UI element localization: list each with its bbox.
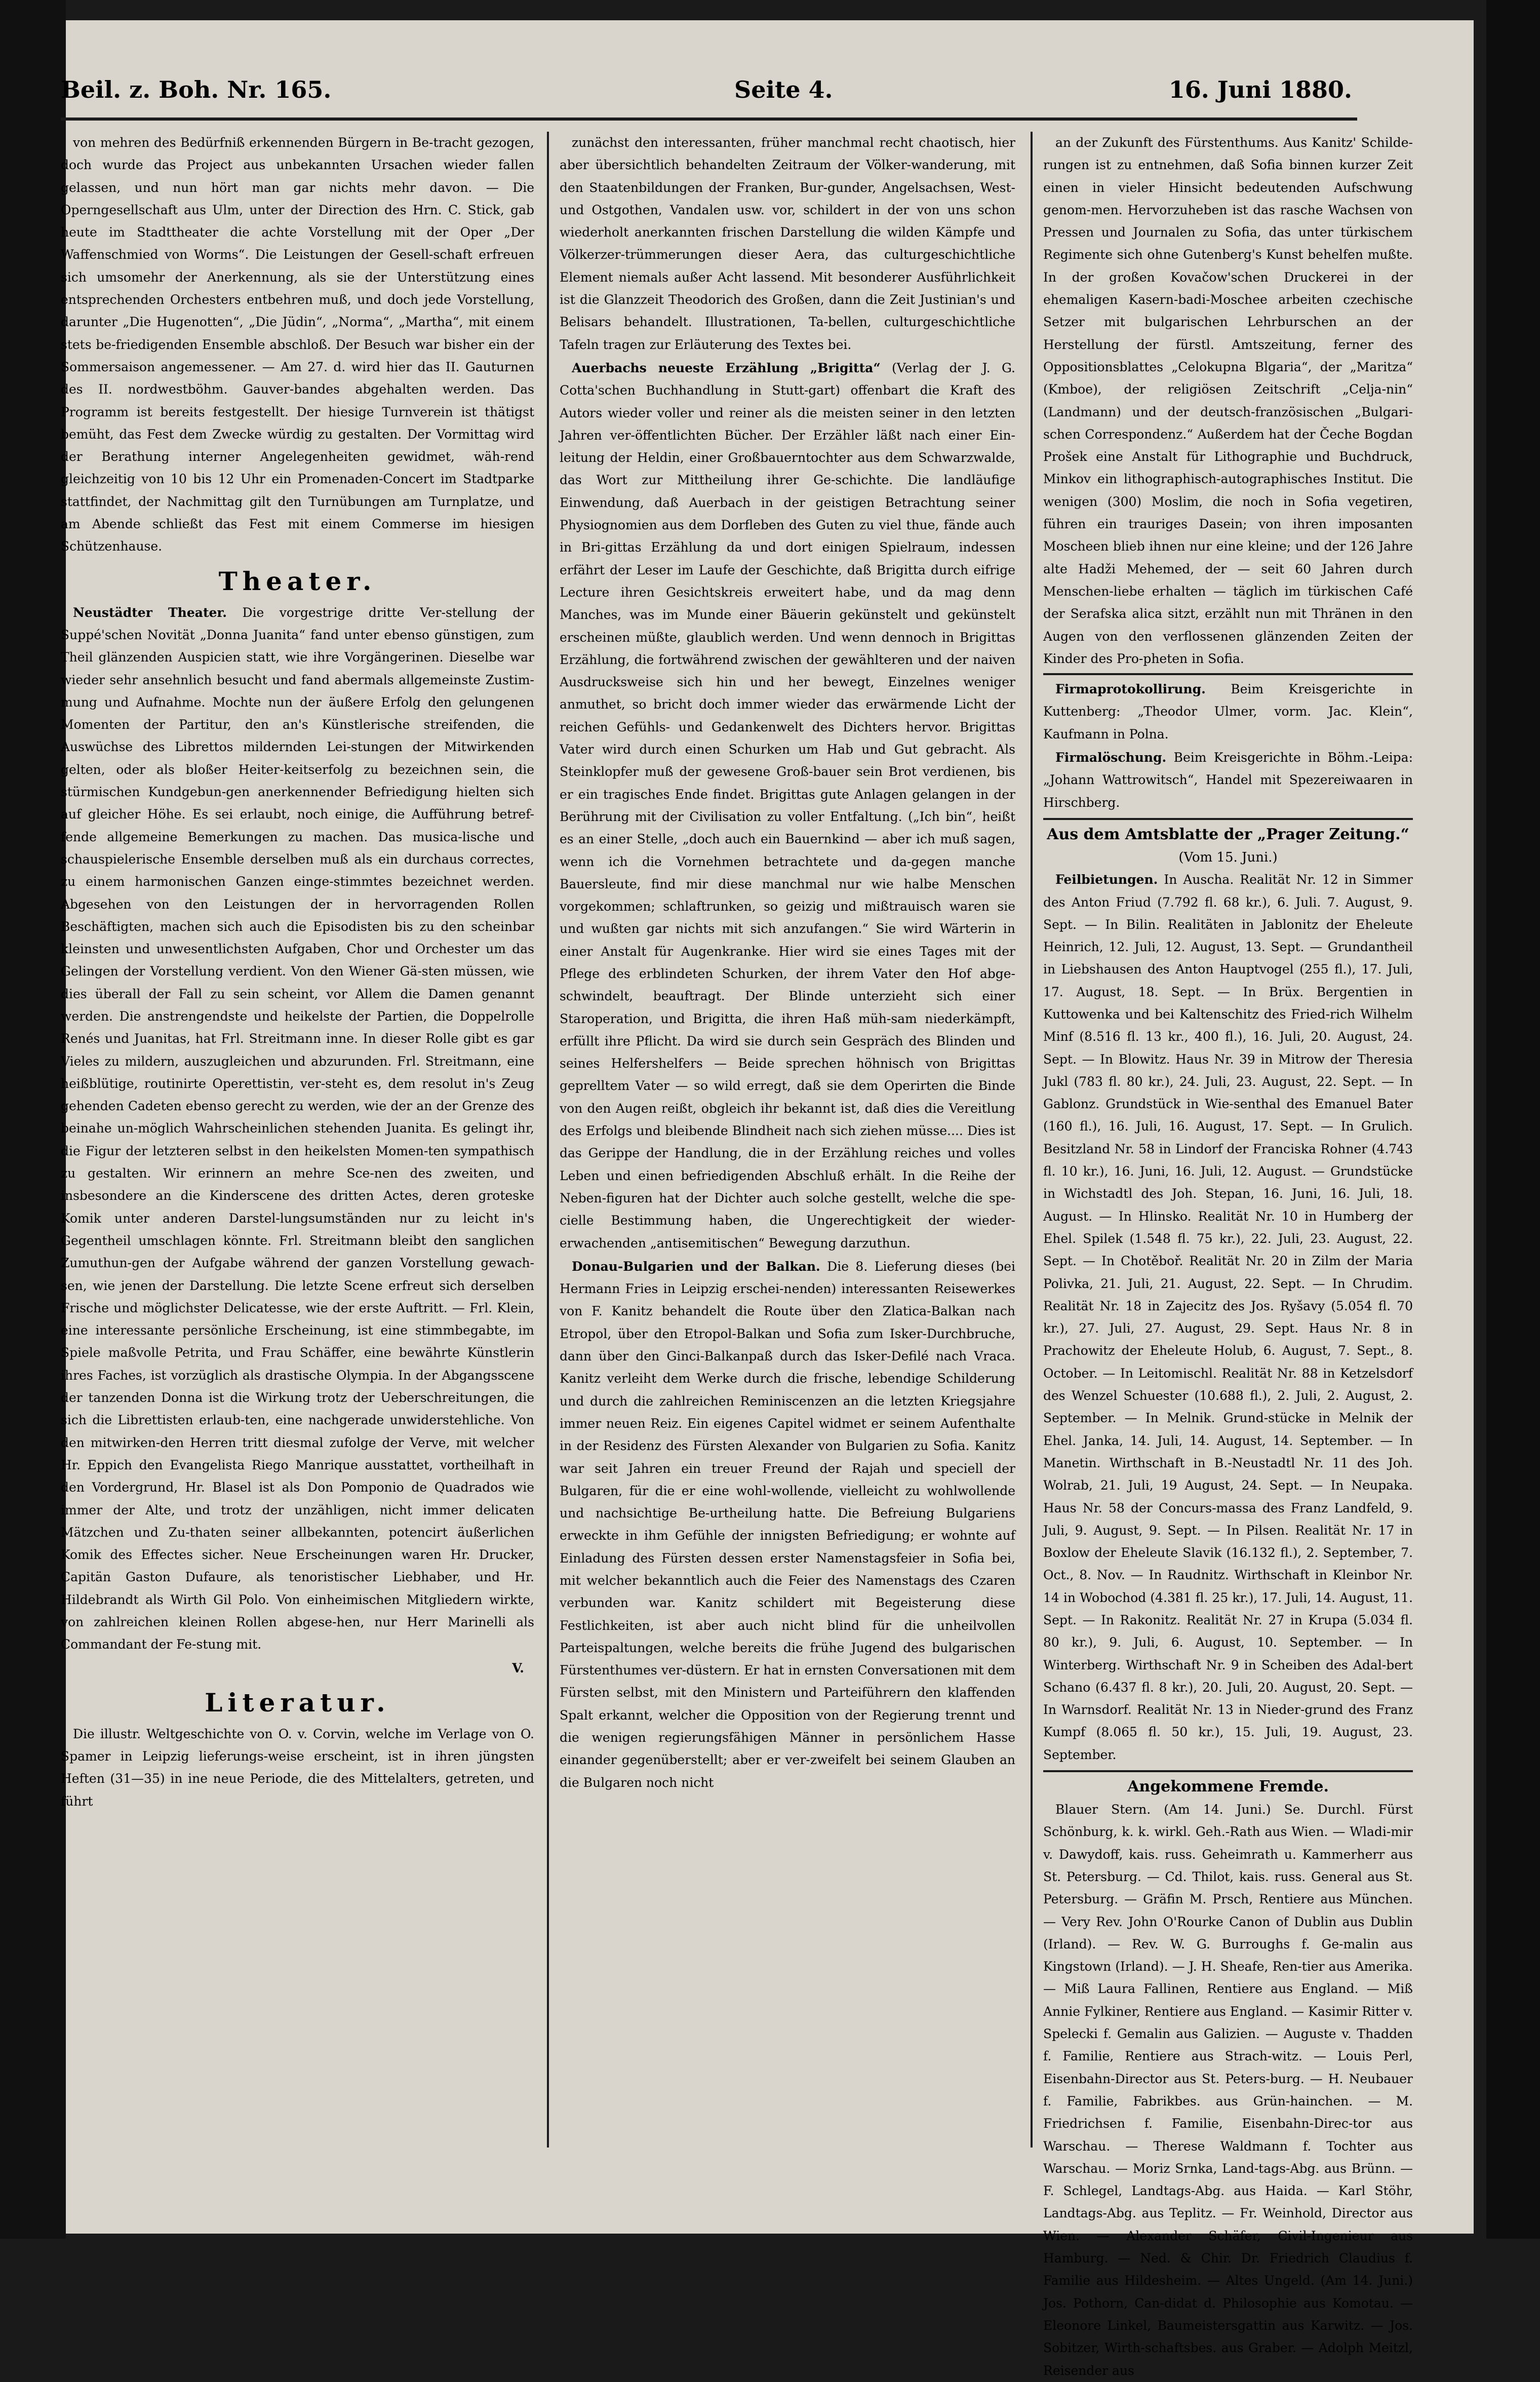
header-rule	[61, 118, 1357, 121]
bulgaria-review	[560, 1256, 1015, 1794]
arrivals-list: Blauer Stern. (Am 14. Juni.) Se. Durchl. Fürst Schönburg, k. k. wirkl. Geh.-Rath aus Wien. — Wladi-mir v. Dawydoff, kais. russ. Geheimrath u. Kammerherr aus St. Petersburg. — Cd. Thilot, kais. russ. General aus St. Petersburg. — Gräfin M. Prsch, Rentiere aus München. — Very Rev. John O'Rourke Canon of Dublin aus Dublin (Irland). — Rev. W. G. Burroughs f. Ge-malin aus Kingstown (Irland). — J. H. Sheafe, Ren-tier aus Amerika. — Miß Laura Fallinen, Rentiere aus England. — Miß Annie Fylkiner, Rentiere aus England. — Kasimir Ritter v. Spelecki f. Gemalin aus Galizien. — Auguste v. Thadden f. Familie, Rentiere aus Strach-witz. — Louis Perl, Eisenbahn-Director aus St. Peters-burg. — H. Neubauer f. Familie, Fabrikbes. aus Grün-hainchen. — M. Friedrichsen f. Familie, Eisenbahn-Direc-tor aus Warschau. — Therese Waldmann f. Tochter aus Warschau. — Moriz Srnka, Land-tags-Abg. aus Brünn. — F. Schlegel, Landtags-Abg. aus Haida. — Karl Stöhr, Landtags-Abg. aus Teplitz. — Fr. Weinhold, Director aus Wien. — Alexander Schäfer, Civil-Ingenieur aus Hamburg. — Ned. & Chir. Dr. Friedrich Claudius f. Familie aus Hildesheim. — Altes Ungeld. (Am 14. Juni.) Jos. Pothorn, Can-didat d. Philosophie aus Komotau. — Eleonore Linkel, Baumeistersgattin aus Karwitz. — Jos. Sobitzer, Wirth-schaftsbes. aus Graber. — Adolph Meitzl, Reisender aus	[1043, 1802, 1413, 2378]
brigitta-lead: Auerbachs neueste Erzählung „Brigitta“	[572, 360, 881, 375]
header-page-number: Seite 4.	[734, 76, 833, 103]
column-2	[560, 132, 1015, 2072]
firm-registration-lead: Firmaprotokollirung.	[1055, 682, 1206, 697]
auctions-list	[1043, 869, 1413, 1766]
brigitta-review	[560, 357, 1015, 1255]
scan-left-margin	[0, 0, 66, 2239]
theater-lead: Neustädter Theater.	[73, 605, 227, 620]
theater-review	[61, 602, 534, 1656]
firm-deletion-text: Beim Kreisgerichte in Böhm.-Leipa: „Johann Wattrowitsch“, Handel mit Spezereiwaaren in Hirschberg.	[1043, 750, 1413, 810]
theater-heading: Theater.	[218, 566, 377, 596]
header-date: 16. Juni 1880.	[1168, 76, 1352, 103]
brigitta-text: (Verlag der J. G. Cotta'schen Buchhandlung in Stutt-gart) offenbart die Kraft des Autors wieder voller und reiner als die meisten seiner in den letzten Jahren ver-öffentlichten Bücher. Der Erzähler läßt nach einer Ein-leitung der Heldin, einer Großbauerntochter aus dem Schwarzwalde, das Wort zur Mittheilung ihrer Ge-schichte. Die landläufige Einwendung, daß Auerbach in der geistigen Betrachtung seiner Physiognomien aus dem Dorfleben des Guten zu viel thue, fände auch in Bri-gittas Erzählung da und dort einigen Spielraum, indessen erfährt der Leser im Laufe der Geschichte, daß Brigitta durch eifrige Lecture ihren Gesichtskreis erweitert habe, und da mag denn Manches, was im Munde einer Bäuerin gekünstelt und gekünstelt erscheinen müßte, glaublich werden. Und wenn dennoch in Brigittas Erzählung, die fortwährend zwischen der gewählteren und der naiven Ausdrucksweise sich hin und her bewegt, Einzelnes weniger anmuthet, so bricht doch immer wieder das erwärmende Licht der reichen Gefühls- und Gedankenwelt des Dichters hervor. Brigittas Vater wird durch einen Schurken um Hab und Gut gebracht. Als Steinklopfer muß der gewesene Groß-bauer sein Brot verdienen, bis er ein tragisches Ende findet. Brigittas gute Anlagen gelangen in der Berührung mit der Civilisation zu voller Entfaltung. („Ich bin“, heißt es an einer Stelle, „doch auch ein Bauernkind — aber ich muß sagen, wenn ich die Vornehmen betrachtete und da-gegen manche Bauersleute, find mir diese manchmal nur wie halbe Menschen vorgekommen; schlaftrunken, so geizig und mißtrauisch waren sie und wußten gar nichts mit sich anzufangen.“ Sie wird Wärterin in einer Anstalt für Augenkranke. Hier wird sie eines Tages mit der Pflege des erblindeten Schurken, der ihrem Vater den Hof abge-schwindelt, beauftragt. Der Blinde unterzieht sich einer Staroperation, und Brigitta, die ihren Haß müh-sam niederkämpft, erfüllt ihre Pflicht. Da wird sie durch sein Gespräch des Blinden und seines Helfershelfers — Beide sprechen höhnisch von Brigittas geprelltem Vater — so wild erregt, daß sie dem Operirten die Binde von den Augen reißt, obgleich ihr bekannt ist, daß dies die Vereitlung des Erfolgs und bleibende Blindheit nach sich ziehen müsse.... Dies ist das Gerippe der Handlung, die in der Erzählung reiches und volles Leben und einen befriedigenden Abschluß erhält. In die Reihe der Neben-figuren hat der Dichter auch solche gestellt, welche die spe-cielle Bestimmung haben, die Ungerechtigkeit der wieder-erwachenden „antisemitischen“ Bewegung darzuthun.	[560, 360, 1015, 1251]
column-1	[61, 132, 534, 2036]
local-news-paragraph: von mehren des Bedürfniß erkennenden Bürgern in Be-tracht gezogen, doch wurde das Project aus unbekannten Ursachen wieder fallen gelassen, und nun hört man gar nichts mehr davon. — Die Operngesellschaft aus Ulm, unter der Direction des Hrn. C. Stick, gab heute im Stadttheater die achte Vorstellung mit der Oper „Der Waffenschmied von Worms“. Die Leistungen der Gesell-schaft erfreuen sich umsomehr der Anerkennung, als sie der Unterstützung eines entsprechenden Orchesters entbehren muß, und doch jede Vorstellung, darunter „Die Hugenotten“, „Die Jüdin“, „Norma“, „Martha“, mit einem stets be-friedigenden Ensemble abschloß. Der Besuch war bisher ein der Sommersaison angemessener. — Am 27. d. wird hier das II. Gauturnen des II. nordwestböhm. Gauver-bandes abgehalten werden. Das Programm ist bereits festgestellt. Der hiesige Turnverein ist thätigst bemüht, das Fest dem Zwecke würdig zu gestalten. Der Vormittag wird der Berathung interner Angelegenheiten gewidmet, wäh-rend gleichzeitig von 10 bis 12 Uhr ein Promenaden-Concert im Stadtparke stattfindet, der Nachmittag gilt den Turnübungen am Turnplatze, und am Abende schließt das Fest mit einem Commerse im hiesigen Schützenhause.	[61, 135, 534, 554]
literature-heading: Literatur.	[205, 1687, 390, 1717]
firm-deletion	[1043, 747, 1413, 814]
firm-registration	[1043, 678, 1413, 746]
column-rule-2	[1031, 132, 1033, 2147]
firm-registration-text: Beim Kreisgerichte in Kuttenberg: „Theodor Ulmer, vorm. Jac. Klein“, Kaufmann in Polna.	[1043, 682, 1413, 741]
auctions-lead: Feilbietungen.	[1055, 872, 1158, 887]
official-gazette-date: (Vom 15. Juni.)	[1178, 849, 1278, 865]
scan-right-margin	[1486, 0, 1540, 2239]
page-header	[61, 71, 1408, 116]
literature-text: Die illustr. Weltgeschichte von O. v. Corvin, welche im Verlage von O. Spamer in Leipzig lieferungs-weise erscheint, ist in ihren jüngsten Heften (31—35) in ine neue Periode, die des Mittelalters, getreten, und führt	[61, 1726, 534, 1809]
firm-deletion-lead: Firmalöschung.	[1055, 750, 1167, 765]
official-gazette-heading: Aus dem Amtsblatte der „Prager Zeitung.“	[1043, 818, 1413, 846]
header-issue: Beil. z. Boh. Nr. 165.	[61, 76, 332, 103]
column-rule-1	[547, 132, 549, 2147]
world-history-paragraph: zunächst den interessanten, früher manchmal recht chaotisch, hier aber übersichtlich behandelten Zeitraum der Völker-wanderung, mit den Staatenbildungen der Franken, Bur-gunder, Angelsachsen, West- und Ostgothen, Vandalen usw. vor, schildert in der von uns schon wiederholt anerkannten frischen Darstellung die wilden Kämpfe und Völkerzer-trümmerungen dieser Aera, das culturgeschichtliche Element niemals außer Acht lassend. Mit besonderer Ausführlichkeit ist die Glanzzeit Theodorich des Großen, dann die Zeit Justinian's und Belisars behandelt. Illustrationen, Ta-bellen, culturgeschichtliche Tafeln tragen zur Erläuterung des Textes bei.	[560, 135, 1015, 352]
bulgaria-lead: Donau-Bulgarien und der Balkan.	[572, 1259, 820, 1274]
section-rule	[1043, 673, 1413, 675]
sofia-paragraph: an der Zukunft des Fürstenthums. Aus Kanitz' Schilde-rungen ist zu entnehmen, daß Sofia binnen kurzer Zeit einen in vieler Hinsicht bedeutenden Aufschwung genom-men. Hervorzuheben ist das rasche Wachsen von Pressen und Journalen zu Sofia, das unter türkischem Regimente sich ohne Gutenberg's Kunst behelfen mußte. In der großen Kovačow'schen Druckerei in der ehemaligen Kasern-badi-Moschee arbeiten czechische Setzer mit bulgarischen Lehrburschen an der Herstellung der fürstl. Amtszeitung, ferner des Oppositionsblattes „Celokupna Blgaria“, der „Maritza“ (Kmboe), der religiösen Zeitschrift „Celja-nin“ (Landmann) und der deutsch-französischen „Bulgari-schen Correspondenz.“ Außerdem hat der Čeche Bogdan Prošek eine Anstalt für Lithographie und Buchdruck, Minkov ein lithographisch-autographisches Institut. Die wenigen (300) Moslim, die noch in Sofia vegetiren, führen ein trauriges Dasein; von ihren imposanten Moscheen blieb ihnen nur eine kleine; und der 126 Jahre alte Hadži Mehemed, der — seit 60 Jahren durch Menschen-liebe erhalten — täglich im türkischen Café der Serafska alica sitzt, erzählt nun mit Thränen in den Augen von den verflossenen glänzenden Zeiten der Kinder des Pro-pheten in Sofia.	[1043, 135, 1413, 666]
review-signature: V.	[512, 1660, 524, 1675]
bulgaria-text: Die 8. Lieferung dieses (bei Hermann Fries in Leipzig erschei-nenden) interessanten Reisewerkes von F. Kanitz behandelt die Route über den Zlatica-Balkan nach Etropol, über den Etropol-Balkan und Sofia zum Isker-Durchbruche, dann über den Ginci-Balkanpaß durch das Isker-Defilé nach Vraca. Kanitz verleiht dem Werke durch die frische, lebendige Schilderung und durch die zahlreichen Reminiscenzen an die letzten Kriegsjahre immer neuen Reiz. Ein eigenes Capitel widmet er seinem Aufenthalte in der Residenz des Fürsten Alexander von Bulgarien zu Sofia. Kanitz war seit Jahren ein treuer Freund der Rajah und speciell der Bulgaren, für die er eine wohl-wollende, vielleicht zu wohlwollende und nachsichtige Be-urtheilung hatte. Die Befreiung Bulgariens erweckte in ihm Gefühle der innigsten Befriedigung; er wohnte auf Einladung des Fürsten dessen erster Namenstagsfeier in Sofia bei, mit welcher bekanntlich auch die Feier des Namenstags des Czaren verbunden war. Kanitz schildert mit Begeisterung diese Festlichkeiten, ist aber auch nicht blind für die unheilvollen Parteispaltungen, welche bereits die frühe Jugend des bulgarischen Fürstenthumes ver-düstern. Er hat in ernsten Conversationen mit dem Fürsten selbst, mit den Ministern und Parteiführern den klaffenden Spalt erkannt, welcher die Opposition von der Regierung trennt und die wenigen regierungsfähigen Männer in persönlichem Hasse einander gegenüberstellt; aber er ver-zweifelt bei seinem Glauben an die Bulgaren noch nicht	[560, 1259, 1015, 1790]
column-3	[1043, 132, 1413, 2378]
auctions-text: In Auscha. Realität Nr. 12 in Simmer des Anton Friud (7.792 fl. 68 kr.), 6. Juli. 7. August, 9. Sept. — In Bilin. Realitäten in Jablonitz der Eheleute Heinrich, 12. Juli, 12. August, 13. Sept. — Grundantheil in Liebshausen des Anton Hauptvogel (255 fl.), 17. Juli, 17. August, 18. Sept. — In Brüx. Bergentien in Kuttowenka und bei Kaltenschitz des Fried-rich Wilhelm Minf (8.516 fl. 13 kr., 400 fl.), 16. Juli, 20. August, 24. Sept. — In Blowitz. Haus Nr. 39 in Mitrow der Theresia Jukl (783 fl. 80 kr.), 24. Juli, 23. August, 22. Sept. — In Gablonz. Grundstück in Wie-senthal des Emanuel Bater (160 fl.), 16. Juli, 16. August, 17. Sept. — In Grulich. Besitzland Nr. 58 in Lindorf der Franciska Rohner (4.743 fl. 10 kr.), 16. Juni, 16. Juli, 12. August. — Grundstücke in Wichstadtl des Joh. Stepan, 16. Juni, 16. Juli, 18. August. — In Hlinsko. Realität Nr. 10 in Humberg der Ehel. Spilek (1.548 fl. 75 kr.), 22. Juli, 23. August, 22. Sept. — In Chotěboř. Realität Nr. 20 in Zilm der Maria Polivka, 21. Juli, 21. August, 22. Sept. — In Chrudim. Realität Nr. 18 in Zajecitz des Jos. Ryšavy (5.054 fl. 70 kr.), 27. Juli, 27. August, 29. Sept. Haus Nr. 8 in Prachowitz der Eheleute Holub, 6. August, 7. Sept., 8. October. — In Leitomischl. Realität Nr. 88 in Ketzelsdorf des Wenzel Schuester (10.688 fl.), 2. Juli, 2. August, 2. September. — In Melnik. Grund-stücke in Melnik der Ehel. Janka, 14. Juli, 14. August, 14. September. — In Manetin. Wirthschaft in B.-Neustadtl Nr. 11 des Joh. Wolrab, 21. Juli, 19 August, 24. Sept. — In Neupaka. Haus Nr. 58 der Concurs-massa des Franz Landfeld, 9. Juli, 9. August, 9. Sept. — In Pilsen. Realität Nr. 17 in Boxlow der Eheleute Slavik (16.132 fl.), 2. September, 7. Oct., 8. Nov. — In Raudnitz. Wirthschaft in Kleinbor Nr. 14 in Wobochod (4.381 fl. 25 kr.), 17. Juli, 14. August, 11. Sept. — In Rakonitz. Realität Nr. 27 in Krupa (5.034 fl. 80 kr.), 9. Juli, 6. August, 10. September. — In Winterberg. Wirthschaft Nr. 9 in Scheiben des Adal-bert Schano (6.437 fl. 8 kr.), 20. Juli, 20. August, 20. Sept. — In Warnsdorf. Realität Nr. 13 in Nieder-grund des Franz Kumpf (8.065 fl. 50 kr.), 15. Juli, 19. August, 23. September.	[1043, 872, 1413, 1762]
arrivals-heading: Angekommene Fremde.	[1043, 1770, 1413, 1799]
theater-text: Die vorgestrige dritte Ver-stellung der Suppé'schen Novität „Donna Juanita“ fand unter ebenso günstigen, zum Theil glänzenden Auspicien statt, wie ihre Vorgängerinen. Dieselbe war wieder sehr ansehnlich besucht und fand abermals allgemeinste Zustim-mung und Aufnahme. Mochte nun der äußere Erfolg den gelungenen Momenten der Partitur, den an's Künstlerische streifenden, die Auswüchse des Librettos mildernden Lei-stungen der Mitwirkenden gelten, oder als bloßer Heiter-keitserfolg zu bezeichnen sein, die stürmischen Kundgebun-gen anerkennender Befriedigung hielten sich auf gleicher Höhe. Es sei erlaubt, noch einige, die Aufführung betref-fende allgemeine Bemerkungen zu machen. Das musica-lische und schauspielerische Ensemble derselben muß als ein durchaus correctes, zu einem harmonischen Ganzen einge-stimmtes bezeichnet werden. Abgesehen von den Leistungen der in hervorragenden Rollen Beschäftigten, machen sich auch die Episodisten bis zu den scheinbar kleinsten und unwesentlichsten Aufgaben, Chor und Orchester um das Gelingen der Vorstellung verdient. Von den Wiener Gä-sten müssen, wie dies überall der Fall zu sein scheint, vor Allem die Damen genannt werden. Die anstrengendste und heikelste der Partien, die Doppelrolle Renés und Juanitas, hat Frl. Streitmann inne. In dieser Rolle gibt es gar Vieles zu mildern, auszugleichen und abzurunden. Frl. Streitmann, eine heißblütige, routinirte Operettistin, ver-steht es, dem resolut in's Zeug gehenden Cadeten ebenso gerecht zu werden, wie der an der Grenze des beinahe un-möglich Wahrscheinlichen stehenden Juanita. Es gelingt ihr, die Figur der letzteren selbst in den heikelsten Momen-ten sympathisch zu gestalten. Wir erinnern an mehre Sce-nen des zweiten, und insbesondere an die Kinderscene des dritten Actes, deren groteske Komik unter anderen Darstel-lungsumständen nur zu leicht in's Gegentheil umschlagen könnte. Frl. Streitmann bleibt den sanglichen Zumuthun-gen der Aufgabe während der ganzen Vorstellung gewach-sen, wie jenen der Darstellung. Die letzte Scene erfreut sich derselben Frische und möglichster Delicatesse, wie der erste Auftritt. — Frl. Klein, eine interessante persönliche Erscheinung, ist eine stimmbegabte, im Spiele maßvolle Petrita, und Frau Schäffer, eine bewährte Künstlerin ihres Faches, ist vorzüglich als drastische Olympia. In der Abgangsscene der tanzenden Donna ist die Wirkung trotz der Ueberschreitungen, die sich die Librettisten erlaub-ten, eine nachgerade unwiderstehliche. Von den mitwirken-den Herren tritt diesmal zufolge der Verve, mit welcher Hr. Eppich den Evangelista Riego Manrique ausstattet, vortheilhaft in den Vordergrund, Hr. Blasel ist als Don Pomponio de Quadrados wie immer der Alte, und trotz der unzähligen, nicht immer delicaten Mätzchen und Zu-thaten seiner allbekannten, potencirt äußerlichen Komik des Effectes sicher. Neue Erscheinungen waren Hr. Drucker, Capitän Gaston Dufaure, als tenoristischer Liebhaber, und Hr. Hildebrandt als Wirth Gil Polo. Von einheimischen Mitgliedern wirkte, von zahlreichen kleinen Rollen abgese-hen, nur Herr Marinelli als Commandant der Fe-stung mit.	[61, 605, 534, 1652]
